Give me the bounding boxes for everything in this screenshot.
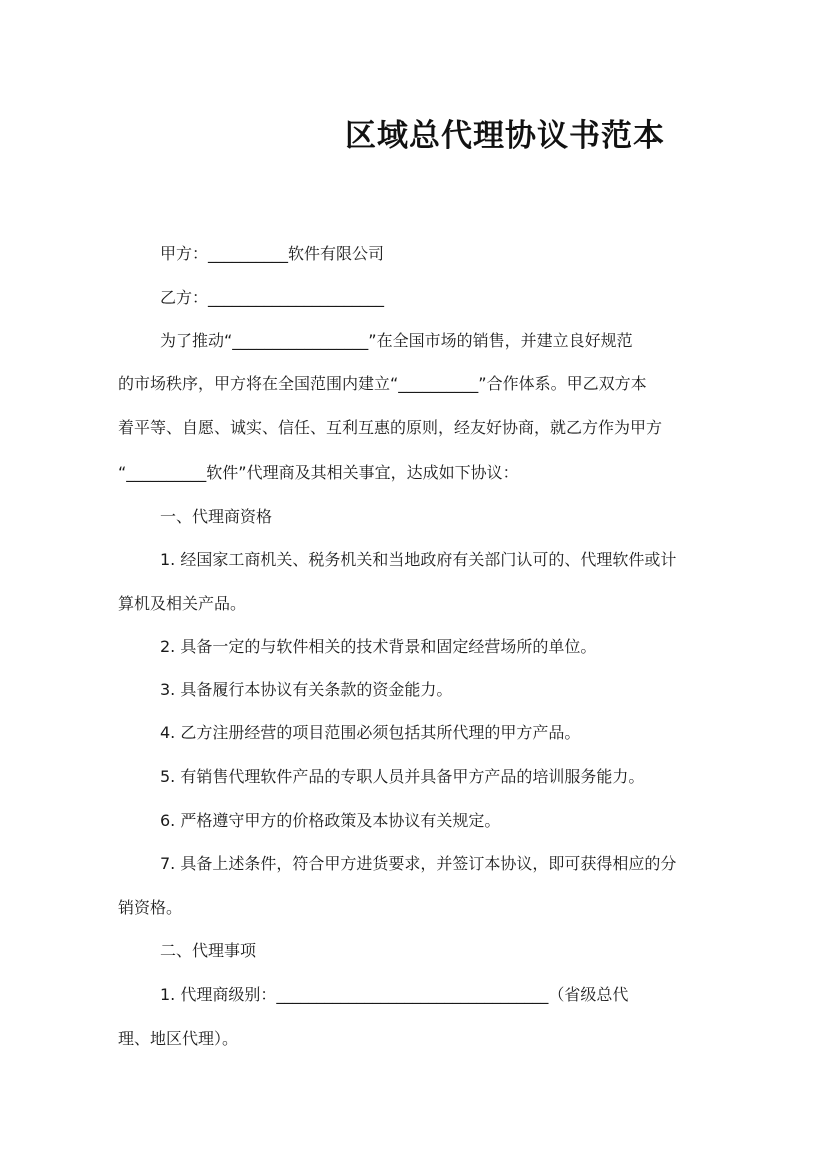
section-heading: 二、代理事项 [160,941,257,960]
clause-line: 7. 具备上述条件，符合甲方进货要求，并签订本协议，即可获得相应的分 [160,854,677,873]
clause-line: 5. 有销售代理软件产品的专职人员并具备甲方产品的培训服务能力。 [160,767,645,786]
clause-line: 1. 经国家工商机关、税务机关和当地政府有关部门认可的、代理软件或计 [160,550,677,569]
clause-line: 1. 代理商级别：__________________________________（省级总代 [160,985,629,1004]
party-a-line: 甲方：__________软件有限公司 [160,244,385,263]
document-title: 区域总代理协议书范本 [345,118,665,154]
clause-line: 4. 乙方注册经营的项目范围必须包括其所代理的甲方产品。 [160,723,581,742]
clause-line: 算机及相关产品。 [118,594,247,613]
clause-line: 6. 严格遵守甲方的价格政策及本协议有关规定。 [160,811,501,830]
clause-line: 3. 具备履行本协议有关条款的资金能力。 [160,680,453,699]
party-b-line: 乙方：______________________ [160,288,385,307]
preamble-line: 的市场秩序，甲方将在全国范围内建立“__________”合作体系。甲乙双方本 [118,374,647,393]
clause-line: 2. 具备一定的与软件相关的技术背景和固定经营场所的单位。 [160,637,597,656]
section-heading: 一、代理商资格 [160,507,273,526]
clause-line: 销资格。 [118,898,183,917]
preamble-line: “__________软件”代理商及其相关事宜，达成如下协议： [118,463,519,482]
clause-line: 理、地区代理）。 [118,1029,239,1048]
preamble-line: 着平等、自愿、诚实、信任、互利互惠的原则，经友好协商，就乙方作为甲方 [118,418,663,437]
preamble-line: 为了推动“_________________”在全国市场的销售，并建立良好规范 [160,331,633,350]
